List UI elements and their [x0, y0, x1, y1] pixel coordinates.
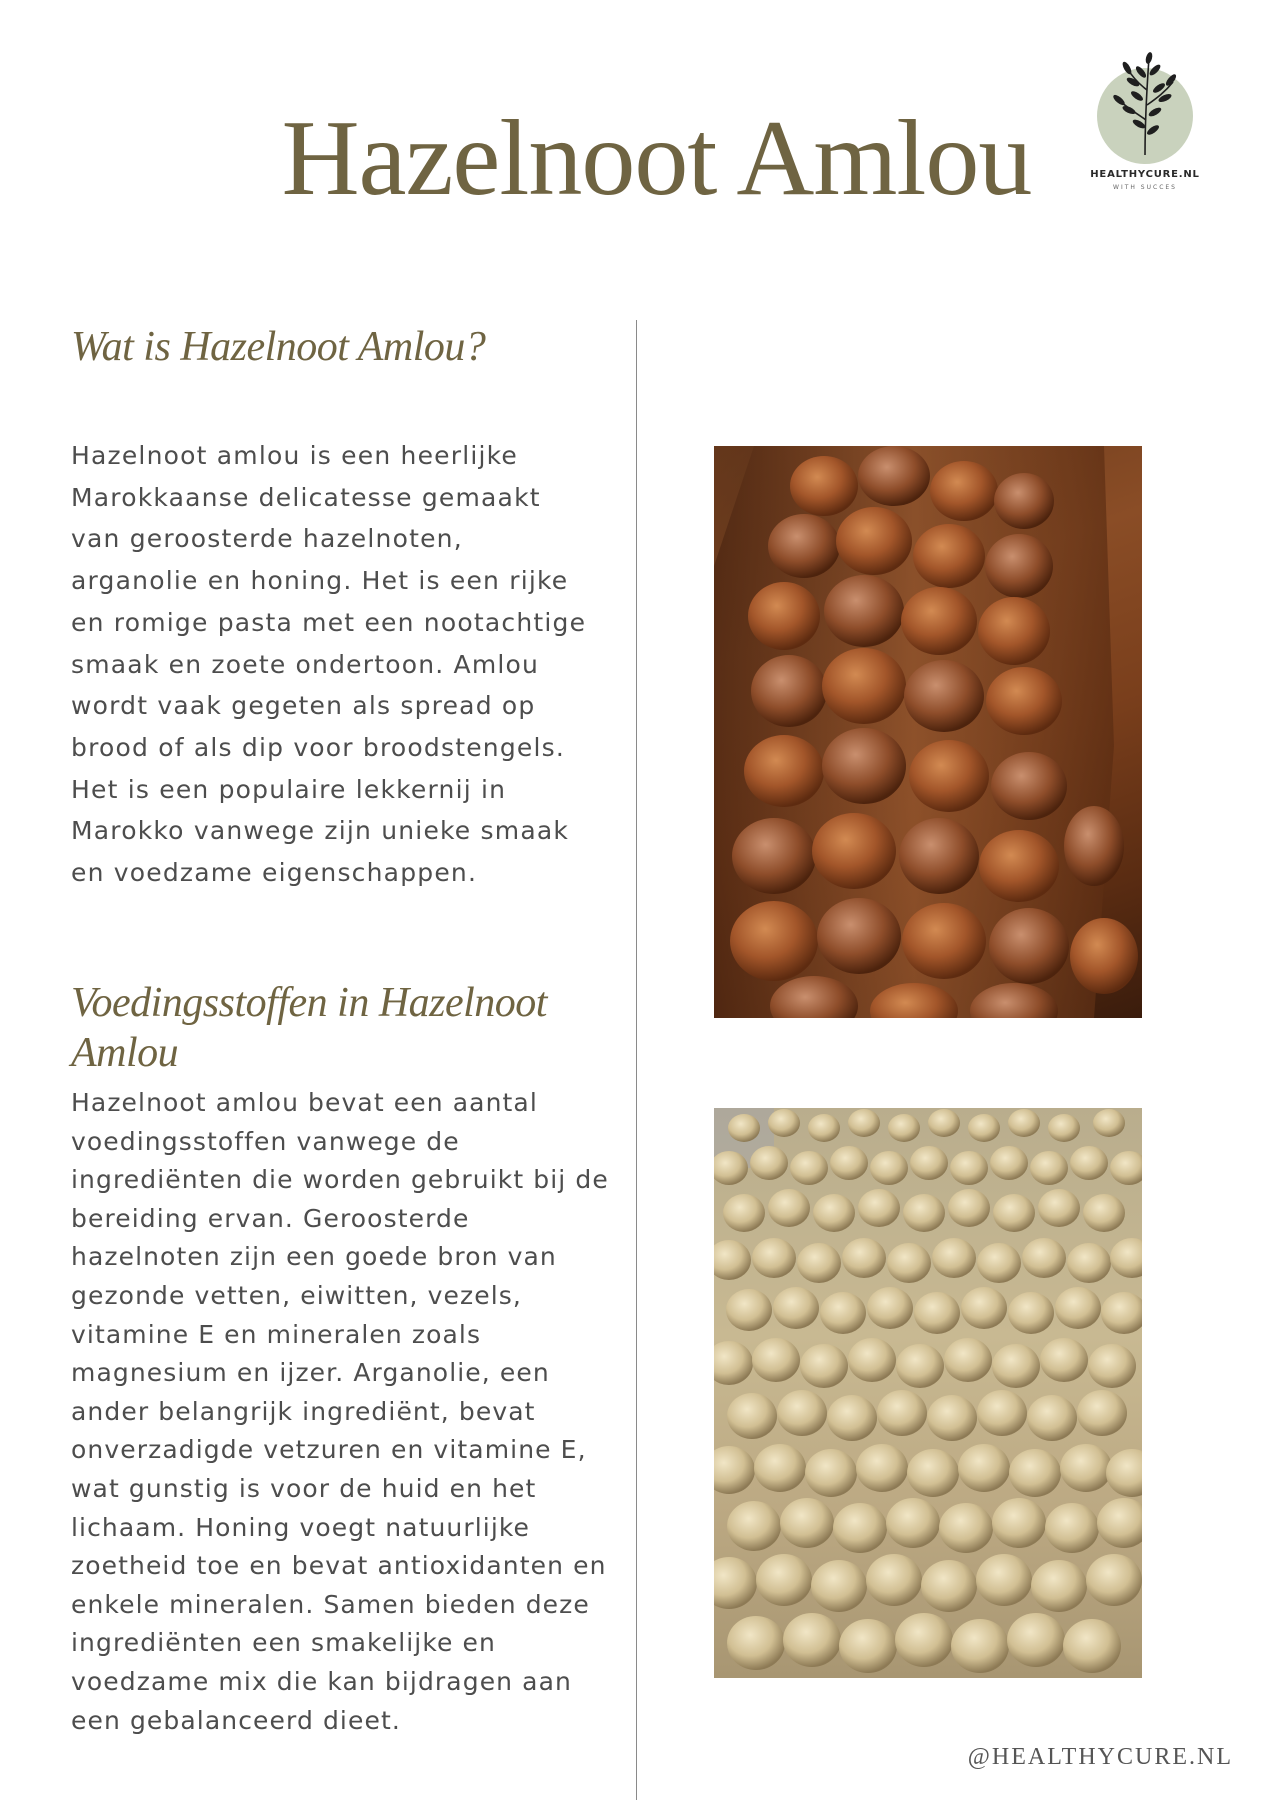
- logo-tagline: WITH SUCCES: [1113, 184, 1177, 191]
- section-heading-nutrients: Voedingsstoffen in Hazelnoot Amlou: [71, 980, 547, 1076]
- page-title-text: Hazelnoot Amlou: [281, 99, 1032, 218]
- section-body-nutrients: Hazelnoot amlou bevat een aantal voedingsstoffen vanwege de ingrediënten die worden gebruikt bij de bereiding ervan. Geroosterde hazelnoten zijn een goede bron van gezonde vetten, eiwitten, vezels, vitamine E en mineralen zoals magnesium en ijzer. Arganolie, een ander belangrijk ingrediënt, bevat onverzadigde vetzuren en vitamine E, wat gunstig is voor de huid en het lichaam. Honing voegt natuurlijke zoetheid toe en bevat antioxidanten en enkele mineralen. Samen bieden deze ingrediënten een smakelijke en voedzame mix die kan bijdragen aan een gebalanceerd dieet.: [71, 1088, 609, 1735]
- photo-peeled-hazelnuts: [714, 1108, 1142, 1678]
- section-body-what-is: Hazelnoot amlou is een heerlijke Marokkaanse delicatesse gemaakt van geroosterde hazelnoten, arganolie en honing. Het is een rijke en romige pasta met een nootachtige smaak en zoete ondertoon. Amlou wordt vaak gegeten als spread op brood of als dip voor broodstengels. Het is een populaire lekkernij in Marokko vanwege zijn unieke smaak en voedzame eigenschappen.: [71, 441, 587, 888]
- brand-logo: [1075, 50, 1205, 200]
- section-heading-what-is: Wat is Hazelnoot Amlou?: [71, 324, 486, 370]
- photo-hazelnuts-in-scoop: [714, 446, 1142, 1018]
- plant-icon: [1105, 50, 1185, 160]
- column-divider: [636, 320, 637, 1800]
- logo-name: HEALTHYCURE.NL: [1090, 169, 1200, 180]
- footer-handle: @HEALTHYCURE.NL: [967, 1744, 1233, 1770]
